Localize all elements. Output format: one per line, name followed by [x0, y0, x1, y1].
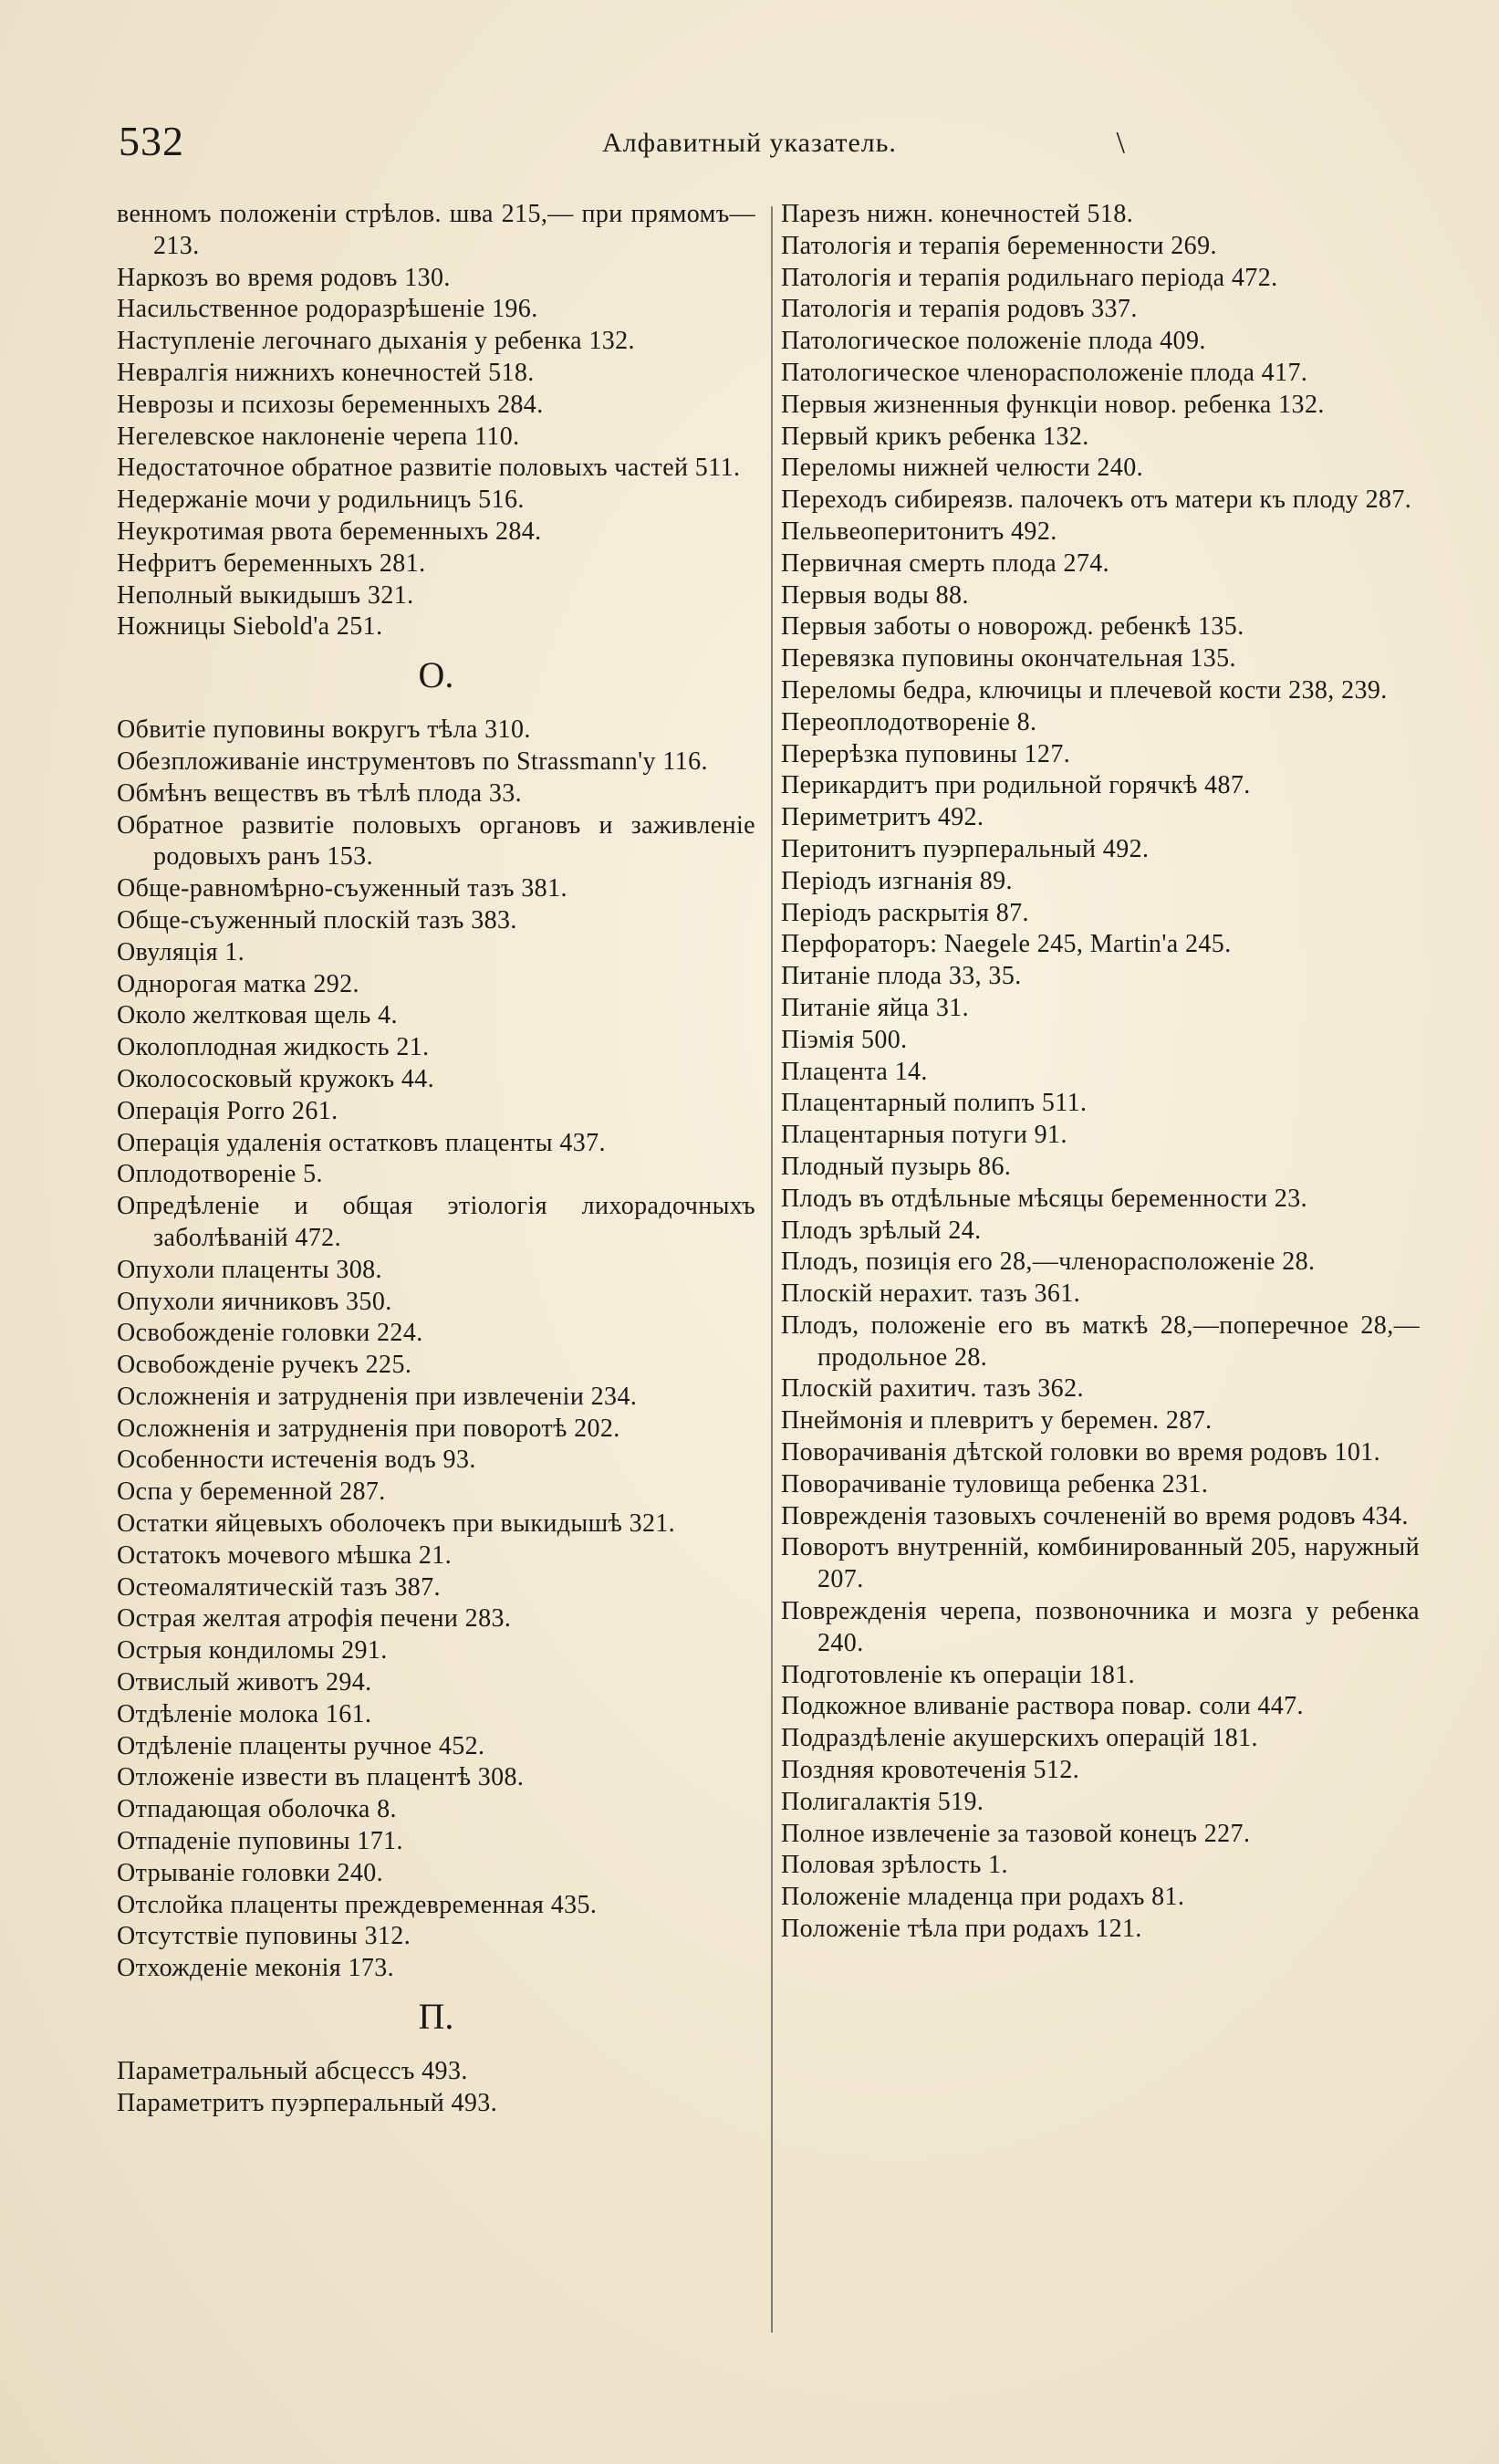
index-entry: Отвислый животъ 294. [117, 1668, 372, 1697]
index-entry: Плоскій нерахит. тазъ 361. [781, 1279, 1081, 1309]
index-entry: Патологическое положеніе плода 409. [781, 327, 1206, 356]
index-entry: Обще-равномѣрно-съуженный тазъ 381. [117, 874, 567, 903]
index-entry: Неукротимая рвота беременныхъ 284. [117, 517, 542, 546]
index-entry: Положеніе тѣла при родахъ 121. [781, 1915, 1142, 1944]
index-entry: Поврежденія черепа, позвоночника и мозга у ребенка 240. [781, 1597, 1420, 1657]
index-entry: Положеніе младенца при родахъ 81. [781, 1883, 1185, 1912]
index-entry: Плодъ въ отдѣльные мѣсяцы беременности 23. [781, 1184, 1308, 1213]
index-entry: Патологія и терапія родильнаго періода 472. [781, 263, 1278, 292]
index-entry: Обвитіе пуповины вокругъ тѣла 310. [117, 715, 531, 745]
index-entry: Плодъ, положеніе его въ маткѣ 28,—поперечное 28,—продольное 28. [781, 1310, 1420, 1372]
section-letter-heading: О. [418, 654, 454, 696]
page-header [109, 117, 1390, 172]
index-entry: Неполный выкидышъ 321. [117, 580, 414, 610]
index-entry: Перфораторъ: Naegele 245, Martin'a 245. [781, 930, 1232, 959]
index-entry: Наркозъ во время родовъ 130. [117, 263, 451, 292]
index-entry: Периметритъ 492. [781, 803, 984, 832]
index-entry: Перерѣзка пуповины 127. [781, 739, 1071, 768]
index-entry: Питаніе яйца 31. [781, 993, 970, 1022]
index-entry: Первыя жизненныя функціи новор. ребенка 132. [781, 390, 1325, 419]
index-entry: венномъ положеніи стрѣлов. шва 215,— при прямомъ—213. [117, 200, 755, 260]
index-entry: Плодъ, позиція его 28,—членорасположеніе 28. [781, 1248, 1316, 1277]
index-entry: Недержаніе мочи у родильницъ 516. [117, 485, 525, 515]
index-entry: Переоплодотвореніе 8. [781, 707, 1037, 736]
index-entry: Околососковый кружокъ 44. [117, 1064, 435, 1093]
index-entry: Пельвеоперитонитъ 492. [781, 517, 1057, 546]
index-entry: Плацентарный полипъ 511. [781, 1089, 1088, 1118]
index-entry: Остатокъ мочевого мѣшка 21. [117, 1540, 453, 1570]
index-entry: Патологическое членорасположеніе плода 417. [781, 358, 1308, 387]
column-divider [771, 206, 773, 2333]
index-entry: Наступленіе легочнаго дыханія у ребенка 132. [117, 327, 635, 356]
index-entry: Около желтковая щель 4. [117, 1001, 398, 1030]
index-entry: Періодъ раскрытія 87. [781, 898, 1029, 927]
index-entry: Перитонитъ пуэрперальный 492. [781, 834, 1150, 863]
index-entry: Плодный пузырь 86. [781, 1152, 1012, 1181]
index-entry: Освобожденіе головки 224. [117, 1319, 423, 1348]
index-entry: Первыя заботы о новорожд. ребенкѣ 135. [781, 612, 1244, 642]
index-entry: Піэмія 500. [781, 1025, 908, 1054]
index-entry: Нефритъ беременныхъ 281. [117, 548, 426, 578]
index-entry: Негелевское наклоненіе черепа 110. [117, 422, 520, 451]
index-entry: Отпаденіе пуповины 171. [117, 1827, 403, 1856]
index-entry: Оплодотвореніе 5. [117, 1160, 323, 1189]
index-entry: Плацентарныя потуги 91. [781, 1121, 1067, 1150]
index-entry: Обратное развитіе половыхъ органовъ и заживленіе родовыхъ ранъ 153. [117, 810, 755, 872]
index-entry: Половая зрѣлость 1. [781, 1851, 1008, 1880]
index-entry: Подраздѣленіе акушерскихъ операцій 181. [781, 1724, 1258, 1753]
right-column [781, 199, 1420, 1946]
index-entry: Переломы бедра, ключицы и плечевой кости 238, 239. [781, 675, 1388, 705]
index-entry: Поворачиванія дѣтской головки во время родовъ 101. [781, 1438, 1381, 1467]
index-entry: Отрываніе головки 240. [117, 1858, 384, 1887]
index-entry: Околоплодная жидкость 21. [117, 1033, 430, 1062]
index-entry: Опредѣленіе и общая этіологія лихорадочныхъ заболѣваній 472. [117, 1192, 755, 1252]
index-entry: Насильственное родоразрѣшеніе 196. [117, 295, 538, 324]
running-title: Алфавитный указатель. [602, 128, 897, 158]
index-entry: Поворотъ внутренній, комбинированный 205, наружный 207. [781, 1533, 1420, 1594]
index-entry: Однорогая матка 292. [117, 969, 359, 998]
index-entry: Параметральный абсцессъ 493. [117, 2057, 468, 2086]
index-entry: Поздняя кровотеченія 512. [781, 1756, 1080, 1785]
index-entry: Неврозы и психозы беременныхъ 284. [117, 390, 544, 419]
index-entry: Остатки яйцевыхъ оболочекъ при выкидышѣ 321. [117, 1509, 676, 1539]
index-entry: Патологія и терапія беременности 269. [781, 231, 1217, 260]
index-entry: Переломы нижней челюсти 240. [781, 454, 1144, 483]
index-entry: Перикардитъ при родильной горячкѣ 487. [781, 771, 1251, 800]
index-entry: Полное извлеченіе за тазовой конецъ 227. [781, 1819, 1251, 1848]
index-entry: Ножницы Siebold'a 251. [117, 612, 383, 642]
index-entry: Первыя воды 88. [781, 580, 969, 610]
index-entry: Плодъ зрѣлый 24. [781, 1216, 982, 1245]
section-letter-heading: П. [418, 1996, 454, 2038]
index-entry: Операція Porro 261. [117, 1096, 338, 1125]
page-number: 532 [119, 118, 184, 164]
index-entry: Первичная смерть плода 274. [781, 548, 1110, 578]
index-entry: Періодъ изгнанія 89. [781, 866, 1013, 895]
index-entry: Опухоли плаценты 308. [117, 1255, 382, 1284]
index-entry: Пнеймонія и плевритъ у беремен. 287. [781, 1406, 1213, 1436]
index-entry: Отхожденіе меконія 173. [117, 1954, 395, 1983]
index-entry: Поврежденія тазовыхъ сочлененій во время родовъ 434. [781, 1501, 1409, 1530]
index-entry: Парезъ нижн. конечностей 518. [781, 200, 1134, 228]
index-entry: Первый крикъ ребенка 132. [781, 422, 1089, 451]
index-columns [117, 199, 1431, 2362]
index-entry: Особенности истеченія водъ 93. [117, 1446, 476, 1475]
index-entry: Осложненія и затрудненія при поворотѣ 202. [117, 1414, 620, 1443]
left-column [117, 199, 755, 2120]
index-entry: Острыя кондиломы 291. [117, 1636, 388, 1665]
index-entry: Недостаточное обратное развитіе половыхъ частей 511. [117, 454, 741, 483]
index-entry: Невралгія нижнихъ конечностей 518. [117, 358, 535, 387]
index-entry: Острая желтая атрофія печени 283. [117, 1604, 512, 1634]
index-entry: Отдѣленіе молока 161. [117, 1699, 372, 1728]
index-entry: Осложненія и затрудненія при извлеченіи 234. [117, 1382, 638, 1411]
index-entry: Отдѣленіе плаценты ручное 452. [117, 1731, 485, 1760]
index-entry: Обмѣнъ веществъ въ тѣлѣ плода 33. [117, 778, 523, 808]
index-entry: Остеомалятическій тазъ 387. [117, 1572, 441, 1602]
index-entry: Параметритъ пуэрперальный 493. [117, 2088, 498, 2117]
index-entry: Плацента 14. [781, 1057, 928, 1086]
index-entry: Полигалактія 519. [781, 1787, 984, 1816]
index-entry: Отпадающая оболочка 8. [117, 1795, 397, 1824]
index-entry: Перевязка пуповины окончательная 135. [781, 644, 1236, 673]
index-entry: Питаніе плода 33, 35. [781, 962, 1022, 991]
index-entry: Обезпложиваніе инструментовъ по Strassmann'у 116. [117, 747, 708, 776]
index-entry: Опухоли яичниковъ 350. [117, 1287, 392, 1316]
index-entry: Подкожное вливаніе раствора повар. соли 447. [781, 1692, 1304, 1721]
margin-mark: \ [1116, 126, 1125, 160]
index-entry: Подготовленіе къ операціи 181. [781, 1660, 1136, 1689]
index-entry: Отслойка плаценты преждевременная 435. [117, 1890, 598, 1919]
index-entry: Плоскій рахитич. тазъ 362. [781, 1374, 1084, 1404]
index-entry: Поворачиваніе туловища ребенка 231. [781, 1469, 1209, 1498]
index-entry: Обще-съуженный плоскій тазъ 383. [117, 905, 517, 934]
index-entry: Освобожденіе ручекъ 225. [117, 1351, 412, 1380]
index-entry: Отложеніе извести въ плацентѣ 308. [117, 1763, 525, 1792]
index-entry: Переходъ сибиреязв. палочекъ отъ матери къ плоду 287. [781, 485, 1412, 515]
index-entry: Отсутствіе пуповины 312. [117, 1922, 411, 1951]
index-entry: Овуляція 1. [117, 937, 245, 966]
index-entry: Патологія и терапія родовъ 337. [781, 295, 1138, 324]
index-entry: Операція удаленія остатковъ плаценты 437. [117, 1128, 606, 1157]
index-entry: Оспа у беременной 287. [117, 1477, 386, 1507]
